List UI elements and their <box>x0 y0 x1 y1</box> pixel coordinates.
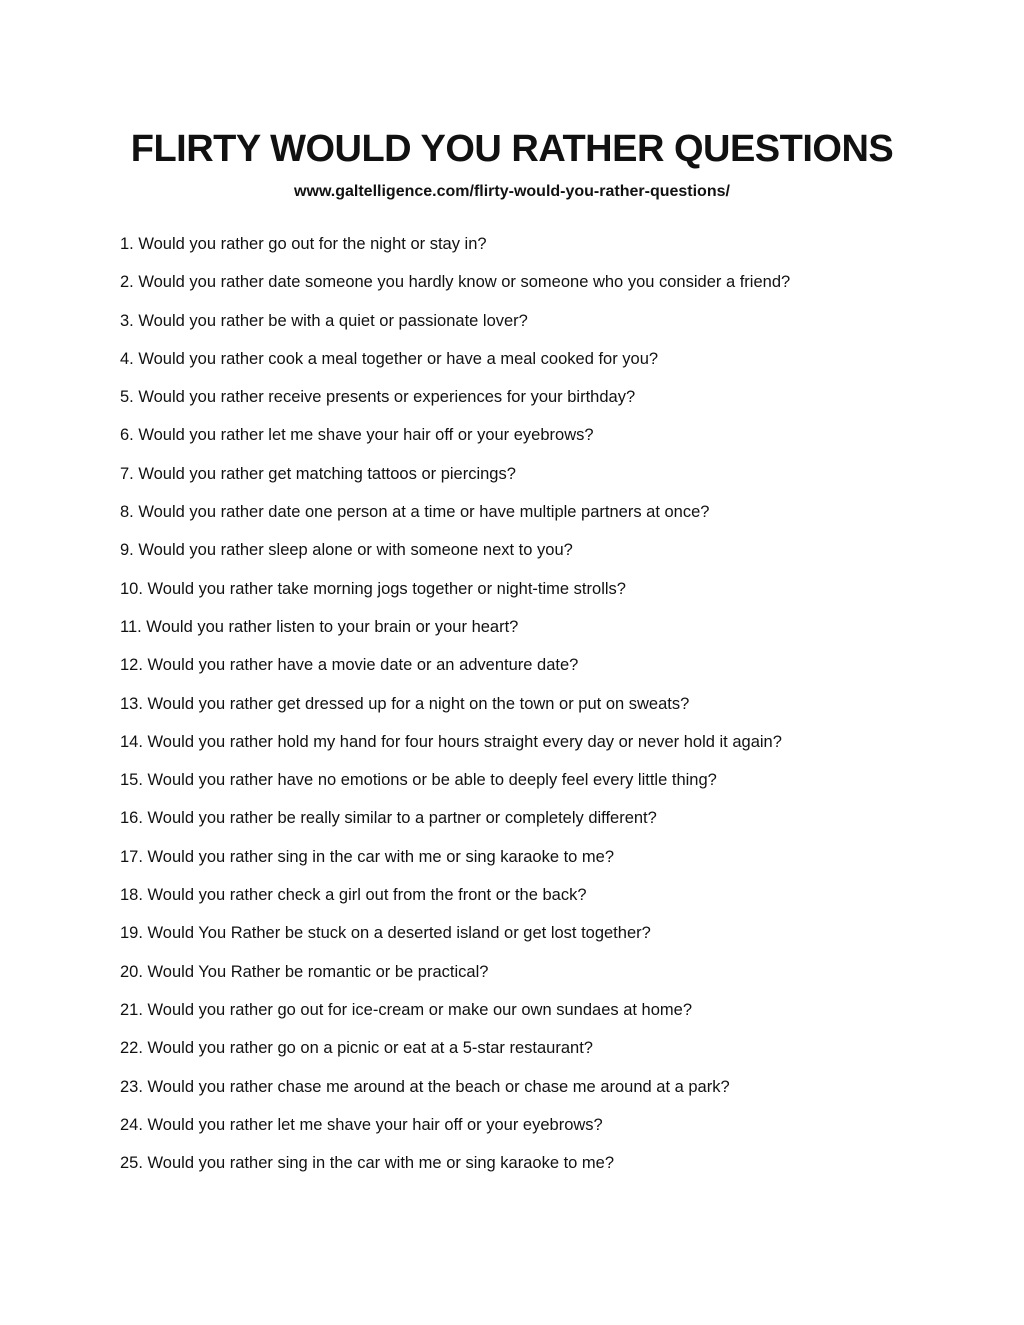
list-item: 3. Would you rather be with a quiet or passionate lover? <box>120 311 528 330</box>
list-item: 12. Would you rather have a movie date or an adventure date? <box>120 656 579 675</box>
list-item: 4. Would you rather cook a meal together or have a meal cooked for you? <box>120 349 659 368</box>
page-title: FLIRTY WOULD YOU RATHER QUESTIONS <box>130 128 894 170</box>
list-item: 24. Would you rather let me shave your hair off or your eyebrows? <box>120 1115 603 1134</box>
list-item: 15. Would you rather have no emotions or be able to deeply feel every little thing? <box>120 771 717 790</box>
list-item: 21. Would you rather go out for ice-cream or make our own sundaes at home? <box>120 1000 692 1019</box>
source-url: www.galtelligence.com/flirty-would-you-rather-questions/ <box>294 183 730 200</box>
list-item: 22. Would you rather go on a picnic or eat at a 5-star restaurant? <box>120 1039 593 1058</box>
questions-list <box>120 232 980 1189</box>
list-item: 6. Would you rather let me shave your hair off or your eyebrows? <box>120 426 594 445</box>
list-item: 17. Would you rather sing in the car with me or sing karaoke to me? <box>120 847 615 866</box>
list-item: 23. Would you rather chase me around at the beach or chase me around at a park? <box>120 1077 730 1096</box>
list-item: 14. Would you rather hold my hand for four hours straight every day or never hold it again? <box>120 732 782 751</box>
list-item: 18. Would you rather check a girl out from the front or the back? <box>120 886 587 905</box>
list-item: 1. Would you rather go out for the night or stay in? <box>120 235 487 253</box>
list-item: 9. Would you rather sleep alone or with someone next to you? <box>120 541 573 560</box>
list-item: 8. Would you rather date one person at a time or have multiple partners at once? <box>120 503 710 522</box>
list-item: 19. Would You Rather be stuck on a deserted island or get lost together? <box>120 924 651 943</box>
list-item: 11. Would you rather listen to your brain or your heart? <box>120 617 519 636</box>
list-item: 20. Would You Rather be romantic or be practical? <box>120 962 489 981</box>
list-item: 25. Would you rather sing in the car with me or sing karaoke to me? <box>120 1154 615 1173</box>
list-item: 16. Would you rather be really similar to a partner or completely different? <box>120 809 657 828</box>
list-item: 5. Would you rather receive presents or experiences for your birthday? <box>120 388 636 407</box>
list-item: 10. Would you rather take morning jogs together or night-time strolls? <box>120 579 626 598</box>
list-item: 7. Would you rather get matching tattoos or piercings? <box>120 464 516 483</box>
list-item: 13. Would you rather get dressed up for a night on the town or put on sweats? <box>120 694 690 713</box>
list-item: 2. Would you rather date someone you hardly know or someone who you consider a friend? <box>120 273 791 292</box>
